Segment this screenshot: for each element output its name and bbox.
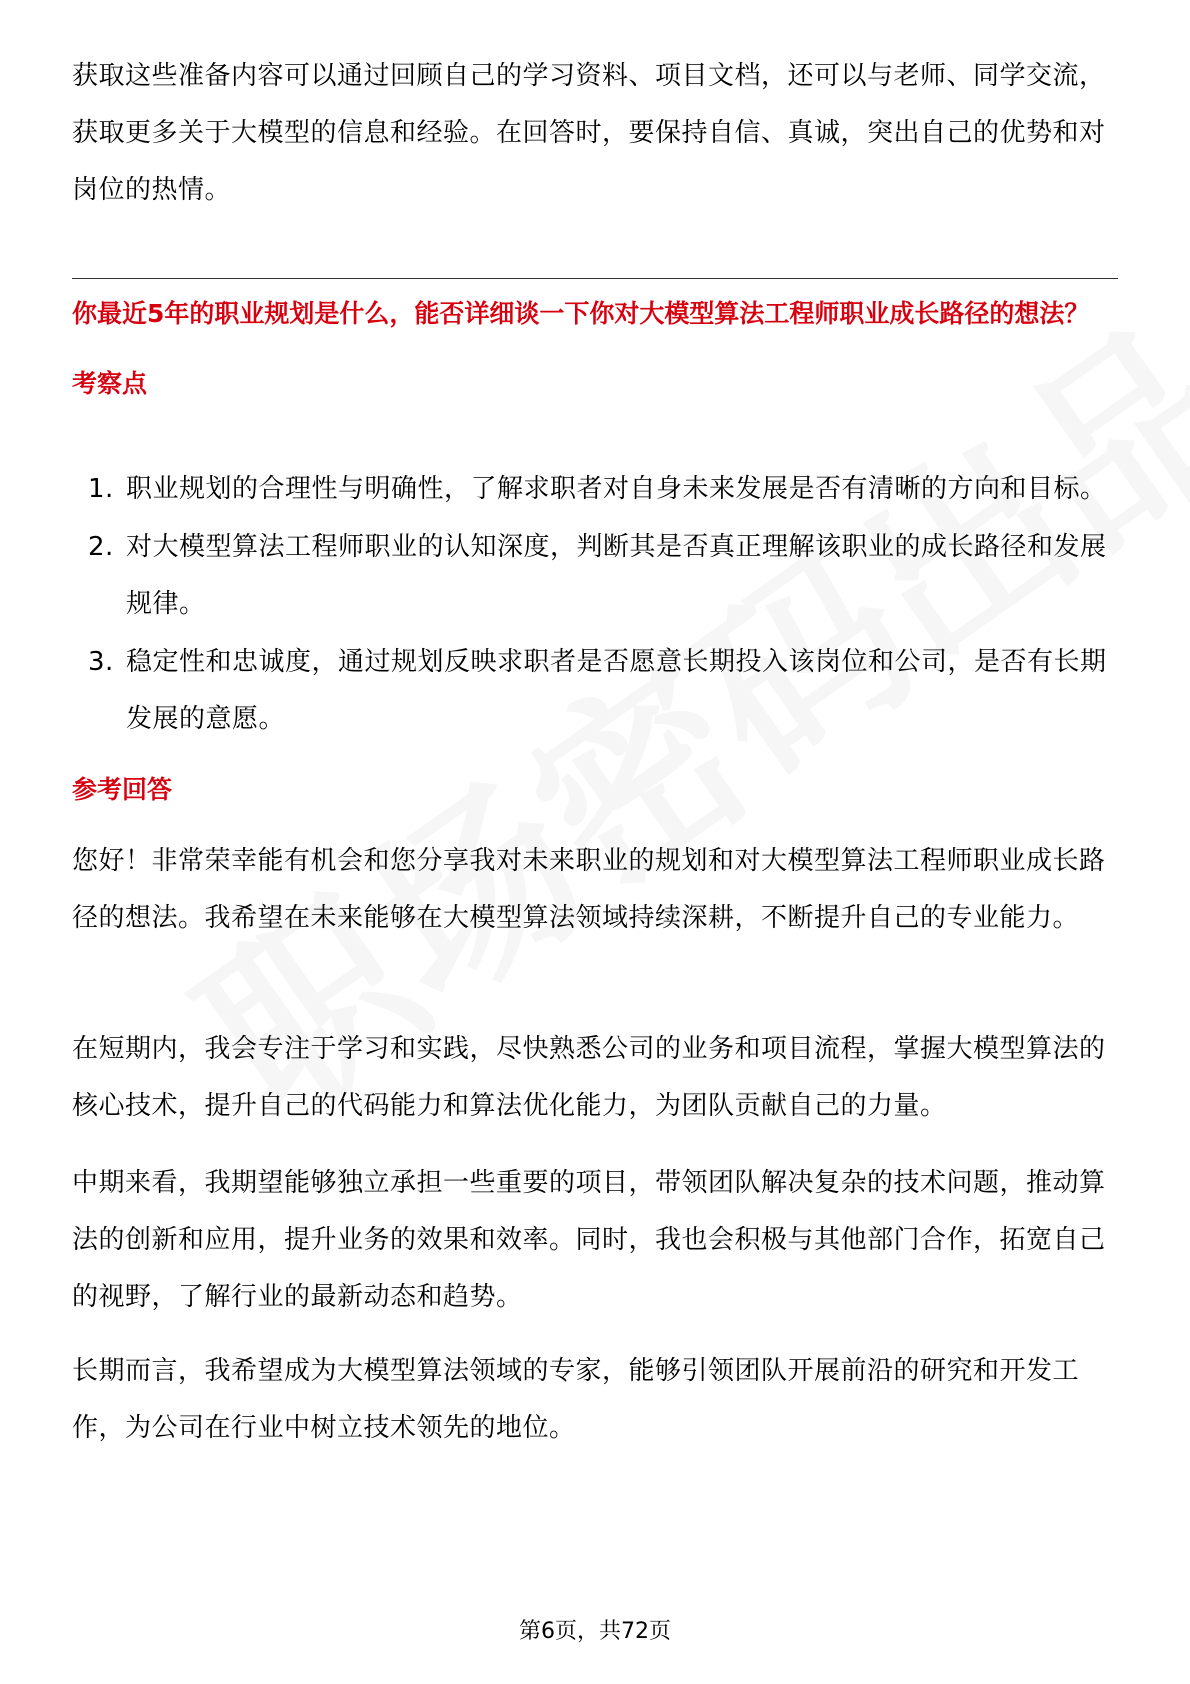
- document-page: [72, 0, 1118, 1684]
- answer-paragraph: 您好！非常荣幸能有机会和您分享我对未来职业的规划和对大模型算法工程师职业成长路径的想法。我希望在未来能够在大模型算法领域持续深耕，不断提升自己的专业能力。: [72, 846, 1106, 933]
- answer-paragraph: 在短期内，我会专注于学习和实践，尽快熟悉公司的业务和项目流程，掌握大模型算法的核心技术，提升自己的代码能力和算法优化能力，为团队贡献自己的力量。: [72, 1034, 1106, 1121]
- list-item-text: 对大模型算法工程师职业的认知深度，判断其是否真正理解该职业的成长路径和发展规律。: [126, 532, 1107, 619]
- answer-paragraph: 长期而言，我希望成为大模型算法领域的专家，能够引领团队开展前沿的研究和开发工作，为公司在行业中树立技术领先的地位。: [72, 1356, 1080, 1443]
- page-number: 第6页，共72页: [519, 1619, 671, 1644]
- list-item-text: 稳定性和忠诚度，通过规划反映求职者是否愿意长期投入该岗位和公司，是否有长期发展的意愿。: [126, 647, 1107, 734]
- assessment-list: [72, 461, 1118, 749]
- list-item-number: 1.: [88, 474, 114, 504]
- list-item-text: 职业规划的合理性与明确性，了解求职者对自身未来发展是否有清晰的方向和目标。: [126, 474, 1107, 504]
- list-item-number: 2.: [88, 532, 114, 562]
- question-heading: 你最近5年的职业规划是什么，能否详细谈一下你对大模型算法工程师职业成长路径的想法？: [72, 299, 1090, 328]
- intro-paragraph: 获取这些准备内容可以通过回顾自己的学习资料、项目文档，还可以与老师、同学交流，获取更多关于大模型的信息和经验。在回答时，要保持自信、真诚，突出自己的优势和对岗位的热情。: [72, 61, 1106, 205]
- answer-heading: 参考回答: [72, 775, 173, 804]
- list-item-number: 3.: [88, 647, 114, 677]
- answer-paragraph: 中期来看，我期望能够独立承担一些重要的项目，带领团队解决复杂的技术问题，推动算法的创新和应用，提升业务的效果和效率。同时，我也会积极与其他部门合作，拓宽自己的视野，了解行业的最新动态和趋势。: [72, 1168, 1106, 1312]
- list-item: [72, 519, 1118, 633]
- section-divider: [72, 278, 1118, 279]
- assessment-heading: 考察点: [72, 369, 148, 398]
- list-item: [72, 461, 1118, 518]
- list-item: [72, 634, 1118, 748]
